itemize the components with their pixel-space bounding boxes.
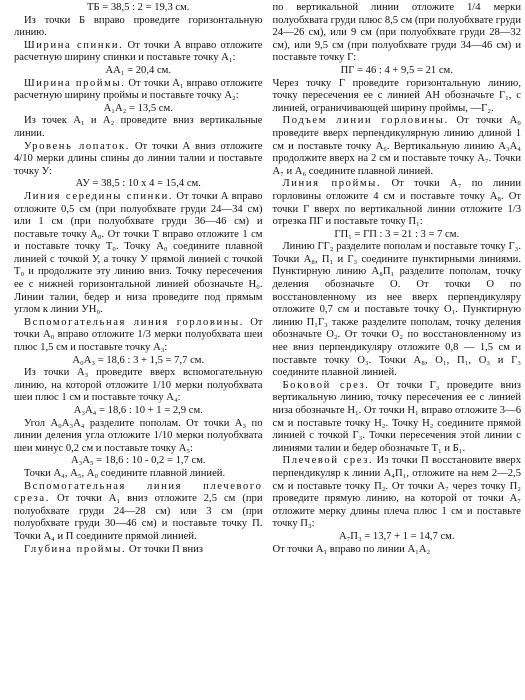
formula-line: А₃А₄ = 18,6 : 10 + 1 = 2,9 см.: [73, 405, 203, 416]
paragraph-text: От точки Г₃ проведите вниз вертикальную линию, точку пересечения ее с линией низа обозначьте Н₁. От точки Н₁ вправо отложите 3—6 см и поставьте точку Н₂. Точку Н₂ соедините прямой линией с точкой Г₃. Точки пересечения этой линии с линиями талии и бедер обозначьте Т₁ и Б₁.: [272, 379, 521, 454]
formula-line: ПГ = 46 : 4 + 9,5 = 21 см.: [340, 64, 453, 76]
paragraph: [14, 15, 263, 40]
paragraph: [14, 481, 263, 544]
paragraph: [14, 468, 263, 481]
formula-line: А₀А₃ = 18,6 : 3 + 1,5 = 7,7 см.: [72, 354, 205, 366]
section-heading: Боковой срез.: [282, 379, 370, 391]
paragraph: [14, 544, 263, 557]
paragraph-text: От точки А вправо отложите расчетную ширину спинки и поставьте точку А₁:: [14, 39, 263, 64]
paragraph-text: Точки А₄, А₅, А₀ соедините плавной линией.: [24, 467, 226, 479]
paragraph-text: Из точек А₁ и А₂ проведите вниз вертикальные линии.: [14, 115, 263, 139]
formula-line: АУ = 38,5 : 10 х 4 = 15,4 см.: [75, 178, 201, 190]
paragraph: [14, 141, 263, 179]
paragraph-text: От точки А₀ проведите вверх перпендикулярную линию длиной 1 см и поставьте точку А₆. Вертикальную линию А₃А₄ продолжите вверх на 2 см и поставьте точку А₇. Точки А₇ и А₆ соедините плавной линией.: [272, 115, 521, 177]
section-heading: Вспомогательная линия горловины.: [24, 316, 245, 328]
left-column: [14, 2, 263, 700]
paragraph-text: От точки А вниз отложите 4/10 мерки длины спины до линии талии и поставьте точку У:: [14, 140, 263, 177]
paragraph-text: От точки А₇ по линии горловины отложите 4 см и поставьте точку А₈. От точки Г вверх по вертикальной линии отложите 1/3 отрезка ПГ и поставьте точку П₁:: [272, 178, 521, 228]
paragraph: [273, 455, 522, 531]
paragraph-text: Из точки А₃ проведите вверх вспомогательную линию, на которой отложите 1/10 мерки полуобхвата шеи плюс 1 см и поставьте точку А₄:: [14, 367, 263, 404]
section-heading: Подъем линии горловины.: [282, 115, 449, 127]
paragraph-text: От точки П вниз: [126, 543, 203, 555]
paragraph: [273, 241, 522, 380]
paragraph-text: по вертикальной линии отложите 1/4 мерки полуобхвата груди плюс 8,5 см (при полуобхвате груди 24—26 см), или 9 см (при полуобхвате груди 28—32 см), или 9,5 см (при полуобхвате груди 34—46 см) и поставьте точку Г:: [272, 2, 521, 64]
paragraph-text: От точки А₀ вправо отложите 1/3 мерки полуобхвата шеи плюс 1,5 см и поставьте точку А₃:: [14, 316, 263, 354]
paragraph: [14, 115, 263, 140]
formula-line: А₁А₂ = 13,5 см.: [103, 102, 173, 114]
section-heading: Линия проймы.: [282, 178, 382, 190]
paragraph: [14, 367, 263, 405]
paragraph-text: Из точки Б вправо проведите горизонтальную линию.: [14, 14, 263, 39]
formula-line: ТБ = 38,5 : 2 = 19,3 см.: [87, 2, 190, 13]
paragraph: [14, 40, 263, 65]
paragraph: [14, 191, 263, 317]
section-heading: Ширина спинки.: [24, 39, 124, 51]
paragraph: [14, 418, 263, 456]
paragraph-text: Линию ГГ₂ разделите пополам и поставьте точку Г₃. Точки А₈, П₁ и Г₃ соедините пунктирными линиями. Пунктирную линию А₈П₁ разделите пополам, точку деления обозначьте О. От точки О по восстановленному из нее вверх перпендикуляру отложите 0,7 см и поставьте точку О₁. Пунктирную линию П₁Г₃ также разделите пополам, точку деления обозначьте О₂. От точки О₂ по восстановленному из нее вниз перпендикуляру отложите 0,8 — 1,5 см и поставьте точку О₃. Точки А₈, О₁, П₁, О₃ и Г₃ соедините плавной линией.: [272, 241, 521, 379]
paragraph: [273, 178, 522, 228]
section-heading: Вспомогательная линия плечевого среза.: [14, 480, 263, 505]
paragraph: [273, 544, 522, 557]
paragraph: [273, 115, 522, 178]
formula-line: ГП₁ = ГП : 3 = 21 : 3 = 7 см.: [334, 228, 460, 240]
paragraph: [273, 380, 522, 456]
paragraph-text: От точки А₁ вправо по линии А₁А₂: [272, 543, 431, 555]
paragraph-text: От точки А₁ вправо отложите расчетную ширину проймы и поставьте точку А₂:: [14, 77, 263, 102]
paragraph: [273, 78, 522, 116]
formula-line: АА₁ = 20,4 см.: [105, 64, 171, 76]
paragraph: [273, 2, 522, 65]
section-heading: Ширина проймы.: [24, 77, 126, 89]
right-column: [273, 2, 522, 700]
paragraph: [14, 78, 263, 103]
paragraph-text: Угол А₀А₃А₄ разделите пополам. От точки А₃ по линии деления угла отложите 1/10 мерки полуобхвата шеи минус 0,2 см и поставьте точку А₅:: [14, 417, 263, 454]
formula-line: А₃А₅ = 18,6 : 10 - 0,2 = 1,7 см.: [70, 455, 206, 467]
paragraph-text: Через точку Г проведите горизонтальную линию, точку пересечения ее с линией АН обозначьте Г₁, с линией, ограничивающей ширину проймы, —Г₂.: [272, 77, 521, 114]
formula-line: А₇П₃ = 13,7 + 1 = 14,7 см.: [338, 530, 455, 542]
section-heading: Линия середины спинки.: [24, 190, 174, 202]
section-heading: Глубина проймы.: [24, 543, 127, 555]
section-heading: Уровень лопаток.: [24, 140, 131, 152]
section-heading: Плечевой срез.: [282, 455, 374, 467]
paragraph-text: От точки А вправо отложите 0,5 см (при полуобхвате груди 24—34 см) или 1 см (при полуобхвате груди 36—46 см) и поставьте точку А₀. От точки Т вправо отложите 1 см и поставьте точку Т₀. Точку А₀ соедините плавной линией с точкой У, а точку У прямой линией с точкой Т₀ и продолжите эту линию вниз. Точку пересечения ее с нижней горизонтальной линией обозначьте Н₀. Линии талии, бедер и низа проведите под прямым углом к линии УН₀.: [14, 190, 263, 316]
paragraph: [14, 317, 263, 355]
paragraph-text: Из точки П восстановите вверх перпендикуляр к линии А₄П₁, отложите на нем 2—2,5 см и поставьте точку П₂. От точки А₇ через точку П₂ проведите прямую линию, на которой от точки А₇ отложите мерку длины плеча плюс 1 см и поставьте точку П₃:: [272, 455, 522, 530]
paragraph-text: От точки А₁ вниз отложите 2,5 см (при полуобхвате груди 24—28 см) или 3 см (при полуобхвате груди 30—46 см) и поставьте точку П. Точки А₄ и П соедините прямой линией.: [14, 493, 263, 542]
